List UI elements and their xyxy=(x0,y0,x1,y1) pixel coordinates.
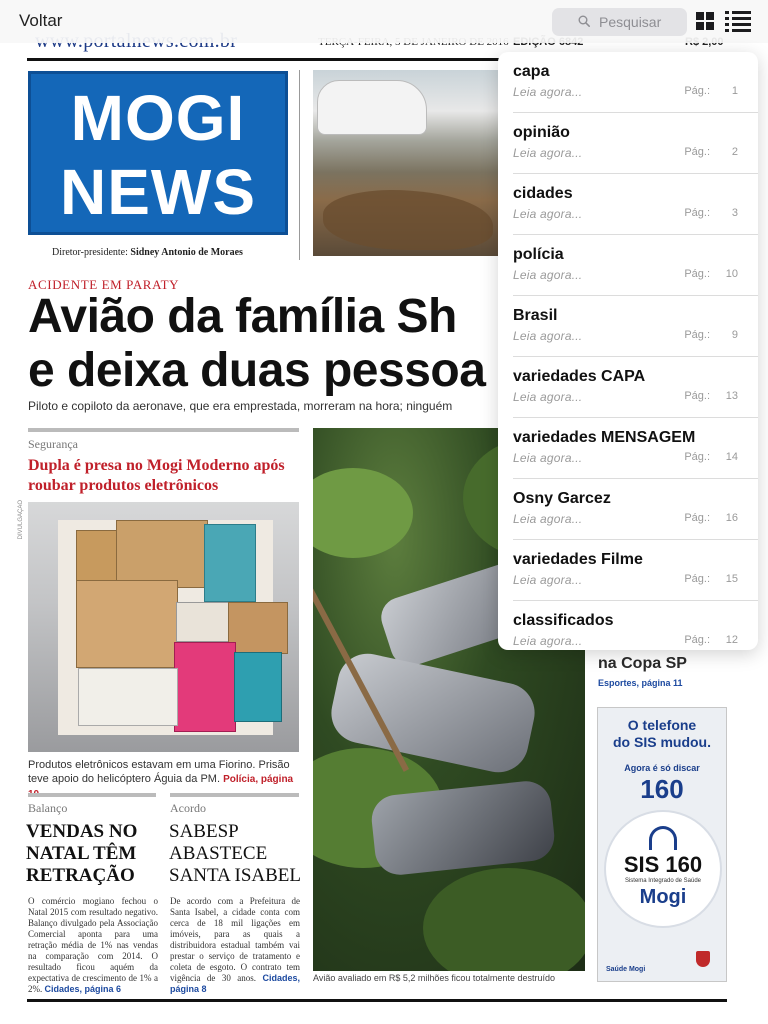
top-toolbar xyxy=(0,0,768,43)
car-shape xyxy=(317,80,427,135)
cardboard-box xyxy=(116,520,208,588)
story2-body xyxy=(28,896,158,995)
section-item-cidades[interactable] xyxy=(498,174,758,235)
ad-line-3: Agora é só discar xyxy=(624,763,700,773)
sis-ad xyxy=(597,707,727,982)
section-name: cidades xyxy=(513,185,573,202)
section-item-variedades-mensagem[interactable] xyxy=(498,418,758,479)
list-icon-row xyxy=(725,11,751,14)
grid-view-button[interactable] xyxy=(696,12,714,30)
section-name: Osny Garcez xyxy=(513,490,611,507)
section-read-now: Leia agora... xyxy=(513,85,583,99)
section-page xyxy=(684,329,738,341)
section-name: variedades Filme xyxy=(513,551,643,568)
page-label: Pág.: xyxy=(684,146,710,158)
section-read-now: Leia agora... xyxy=(513,329,583,343)
sports-ref: Esportes, página 11 xyxy=(598,678,683,688)
search-placeholder: Pesquisar xyxy=(599,14,662,30)
grid-cell xyxy=(696,22,704,30)
page-bottom-rule xyxy=(27,999,727,1002)
section-name: polícia xyxy=(513,246,564,263)
ad-badge xyxy=(606,812,720,926)
section-item-variedades-filme[interactable] xyxy=(498,540,758,601)
section-read-now: Leia agora... xyxy=(513,634,583,648)
road-damage-photo xyxy=(313,70,500,256)
page-number: 3 xyxy=(731,207,738,219)
section-page xyxy=(684,207,738,219)
ad-headline xyxy=(598,717,726,751)
section-page xyxy=(684,634,738,646)
page-number: 15 xyxy=(725,573,738,585)
section-item-classificados[interactable] xyxy=(498,601,758,650)
back-button[interactable]: Voltar xyxy=(19,11,63,30)
page-label: Pág.: xyxy=(684,390,710,402)
column-divider xyxy=(299,70,300,260)
story2-body-text: O comércio mogiano fechou o Natal 2015 com resultado negativo. Balanço divulgado pela Associação Comercial aponta para uma retração média de 1% nas vendas na comparação com 2014. O resultado ficou aquém da expectativa de crescimento de 1% a 2%. xyxy=(28,896,158,994)
section-name: classificados xyxy=(513,612,614,629)
section-item-osny-garcez[interactable] xyxy=(498,479,758,540)
white-box xyxy=(176,602,232,642)
road-crack-shape xyxy=(323,190,493,250)
logo-line-1: MOGI xyxy=(70,82,246,154)
section-item-capa[interactable] xyxy=(498,52,758,113)
foliage-shape xyxy=(423,868,585,971)
page-label: Pág.: xyxy=(684,451,710,463)
page-number: 14 xyxy=(725,451,738,463)
story2-ref: Cidades, página 6 xyxy=(44,984,122,994)
sports-teaser: na Copa SP xyxy=(598,655,687,672)
page-label: Pág.: xyxy=(684,207,710,219)
story3-body xyxy=(170,896,300,995)
director-name: Sidney Antonio de Moraes xyxy=(130,247,243,258)
story1-ref: Polícia, página xyxy=(223,774,294,785)
appliance-box xyxy=(78,668,178,726)
list-icon-row xyxy=(725,29,751,32)
section-item-variedades-capa[interactable] xyxy=(498,357,758,418)
page-number: 2 xyxy=(731,146,738,158)
signal-icon xyxy=(649,826,677,850)
story1-title: Dupla é presa no Mogi Moderno após roubar produtos eletrônicos xyxy=(28,457,285,494)
section-name: capa xyxy=(513,63,550,80)
story3-ref: Cidades, página 8 xyxy=(170,973,300,994)
section-name: variedades MENSAGEM xyxy=(513,429,696,446)
story3-headline: SABESP ABASTECE SANTA ISABEL xyxy=(169,821,302,886)
section-read-now: Leia agora... xyxy=(513,512,583,526)
main-headline xyxy=(28,290,485,398)
section-page xyxy=(684,512,738,524)
page-number: 13 xyxy=(725,390,738,402)
cardboard-box xyxy=(228,602,288,654)
page-label: Pág.: xyxy=(684,268,710,280)
grid-cell xyxy=(706,12,714,20)
grid-cell xyxy=(696,12,704,20)
section-page xyxy=(684,85,738,97)
page-label: Pág.: xyxy=(684,329,710,341)
section-page xyxy=(684,268,738,280)
section-read-now: Leia agora... xyxy=(513,573,583,587)
city-seal-icon xyxy=(696,951,710,967)
section-read-now: Leia agora... xyxy=(513,268,583,282)
ad-number: 160 xyxy=(640,774,684,804)
ad-tagline: Sistema Integrado de Saúde xyxy=(624,878,702,884)
section-page xyxy=(684,573,738,585)
section-name: opinião xyxy=(513,124,570,141)
foliage-shape xyxy=(313,468,413,558)
teal-box xyxy=(204,524,256,602)
page-number: 16 xyxy=(725,512,738,524)
page-label: Pág.: xyxy=(684,573,710,585)
section-item-brasil[interactable] xyxy=(498,296,758,357)
section-read-now: Leia agora... xyxy=(513,451,583,465)
newspaper-logo xyxy=(28,71,288,235)
section-name: variedades CAPA xyxy=(513,368,646,385)
director-credit xyxy=(52,247,243,258)
main-deck: Piloto e copiloto da aeronave, que era emprestada, morreram na hora; ninguém xyxy=(28,399,453,413)
list-view-button[interactable] xyxy=(725,11,751,31)
section-read-now: Leia agora... xyxy=(513,390,583,404)
main-headline-line-2: e deixa duas pessoa xyxy=(28,344,486,397)
section-page xyxy=(684,146,738,158)
cardboard-box xyxy=(76,580,178,668)
section-item-opiniao[interactable] xyxy=(498,113,758,174)
story1-section: Segurança xyxy=(28,437,78,451)
main-headline-line-1: Avião da família Sh xyxy=(28,290,457,343)
story3-body-text: De acordo com a Prefeitura de Santa Isabel, a cidade conta com cerca de 18 mil ligações em imóveis, para as quais a distribuidora estadual também vai prestar o serviço de tratamento e coleta de esgoto. O contrato tem vigência de 30 anos. xyxy=(170,896,300,983)
page-number: 9 xyxy=(731,329,738,341)
van-boxes-photo xyxy=(28,502,299,752)
search-field[interactable] xyxy=(552,8,687,36)
story2-section: Balanço xyxy=(28,801,68,815)
grid-cell xyxy=(706,22,714,30)
logo-line-2: NEWS xyxy=(60,156,256,228)
page-number: 10 xyxy=(725,268,738,280)
section-page xyxy=(684,451,738,463)
photo-credit: DIVULGAÇÃO xyxy=(18,500,24,540)
cardboard-box xyxy=(76,530,118,585)
ad-line-2: do SIS mudou. xyxy=(613,734,711,750)
list-icon-row xyxy=(725,17,751,20)
page-number: 1 xyxy=(731,85,738,97)
director-label: Diretor-presidente: xyxy=(52,247,128,258)
section-read-now: Leia agora... xyxy=(513,207,583,221)
page-number: 12 xyxy=(725,634,738,646)
ad-footer: Saúde Mogi xyxy=(606,966,646,973)
main-kicker: ACIDENTE EM PARATY xyxy=(28,277,180,292)
story2-headline: VENDAS NO NATAL TÊM RETRAÇÃO xyxy=(26,821,138,886)
ad-city: Mogi xyxy=(639,886,687,908)
crash-caption: Avião avaliado em R$ 5,2 milhões ficou totalmente destruído xyxy=(313,973,555,983)
section-rule xyxy=(170,793,299,797)
teal-box xyxy=(234,652,282,722)
section-rule xyxy=(28,428,299,432)
section-rule xyxy=(28,793,156,797)
section-name: Brasil xyxy=(513,307,558,324)
section-read-now: Leia agora... xyxy=(513,146,583,160)
page-label: Pág.: xyxy=(684,512,710,524)
page-label: Pág.: xyxy=(684,85,710,97)
page-label: Pág.: xyxy=(684,634,710,646)
pink-box xyxy=(174,642,236,732)
section-page xyxy=(684,390,738,402)
sections-popover xyxy=(498,52,758,650)
section-item-policia[interactable] xyxy=(498,235,758,296)
ad-brand: SIS 160 xyxy=(623,852,703,877)
search-icon xyxy=(578,15,590,27)
list-icon-row xyxy=(725,23,751,26)
story1-caption-text: Produtos eletrônicos estavam em uma Fiorino. Prisão teve apoio do helicóptero Águia da PM. xyxy=(28,759,290,785)
ad-line-1: O telefone xyxy=(627,717,697,733)
story3-section: Acordo xyxy=(170,801,206,815)
